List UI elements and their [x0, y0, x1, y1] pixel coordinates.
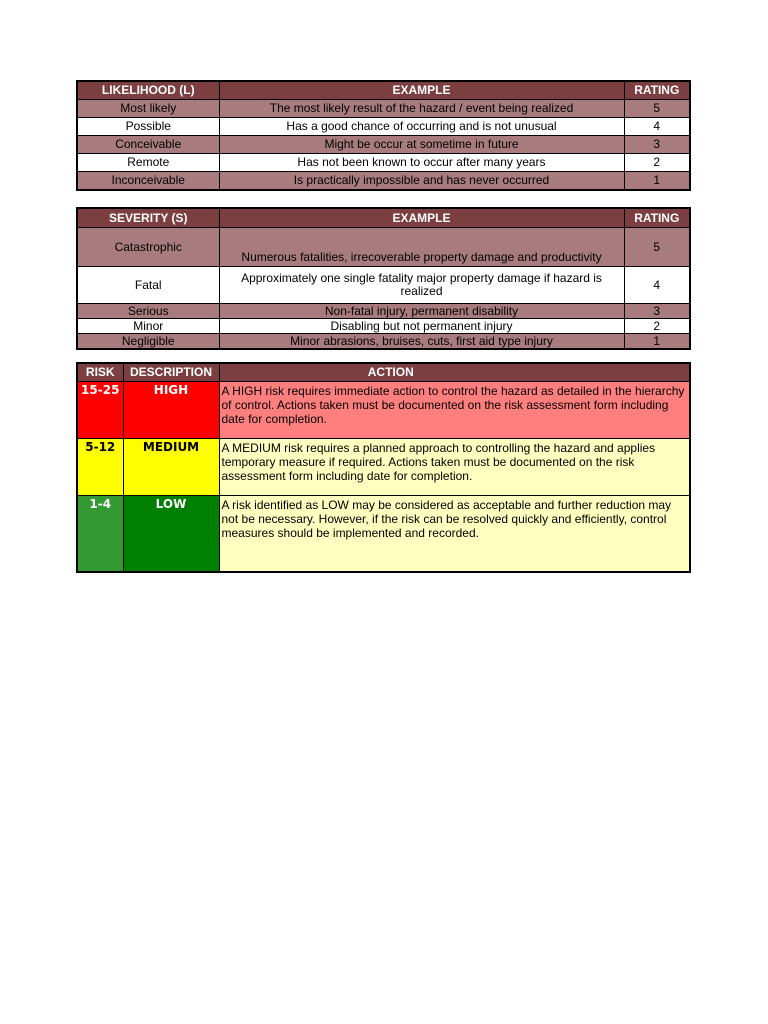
likelihood-example: Has a good chance of occurring and is not unusual [219, 118, 624, 136]
likelihood-label: Possible [77, 118, 219, 136]
table-row [77, 304, 690, 319]
likelihood-label: Conceivable [77, 136, 219, 154]
severity-label: Fatal [77, 267, 219, 304]
table-row [77, 319, 690, 334]
likelihood-rating: 5 [624, 100, 690, 118]
severity-rating: 5 [624, 228, 690, 267]
table-row [77, 382, 690, 439]
risk-range: 5-12 [77, 439, 123, 496]
rating-header: RATING [624, 208, 690, 228]
risk-range: 1-4 [77, 496, 123, 573]
risk-header-row [77, 363, 690, 382]
table-row [77, 136, 690, 154]
risk-action: A risk identified as LOW may be considered as acceptable and further reduction may not be necessary. However, if the risk can be resolved quickly and efficiently, control measures should be implemented and recorded. [219, 496, 690, 573]
description-header: DESCRIPTION [123, 363, 219, 382]
severity-table [76, 207, 691, 350]
table-row [77, 267, 690, 304]
risk-table [76, 362, 691, 573]
risk-action: A MEDIUM risk requires a planned approach to controlling the hazard and applies temporary measure if required. Actions taken must be documented on the risk assessment form including date for completion. [219, 439, 690, 496]
severity-example: Non-fatal injury, permanent disability [219, 304, 624, 319]
rating-header: RATING [624, 81, 690, 100]
likelihood-example: Might be occur at sometime in future [219, 136, 624, 154]
likelihood-label: Inconceivable [77, 172, 219, 191]
table-row [77, 496, 690, 573]
table-row [77, 172, 690, 191]
likelihood-header-row [77, 81, 690, 100]
action-header: ACTION [219, 363, 690, 382]
risk-level: MEDIUM [123, 439, 219, 496]
likelihood-label: Most likely [77, 100, 219, 118]
likelihood-rating: 4 [624, 118, 690, 136]
severity-rating: 2 [624, 319, 690, 334]
risk-header: RISK [77, 363, 123, 382]
likelihood-rating: 2 [624, 154, 690, 172]
severity-example: Numerous fatalities, irrecoverable property damage and productivity [219, 228, 624, 267]
risk-range: 15-25 [77, 382, 123, 439]
example-header: EXAMPLE [219, 81, 624, 100]
table-row [77, 228, 690, 267]
example-header: EXAMPLE [219, 208, 624, 228]
severity-header: SEVERITY (S) [77, 208, 219, 228]
likelihood-example: Is practically impossible and has never occurred [219, 172, 624, 191]
likelihood-rating: 3 [624, 136, 690, 154]
risk-level: LOW [123, 496, 219, 573]
severity-label: Minor [77, 319, 219, 334]
likelihood-table [76, 80, 691, 191]
likelihood-rating: 1 [624, 172, 690, 191]
risk-action: A HIGH risk requires immediate action to control the hazard as detailed in the hierarchy of control. Actions taken must be documented on the risk assessment form including date for completion. [219, 382, 690, 439]
severity-rating: 1 [624, 334, 690, 350]
table-row [77, 154, 690, 172]
likelihood-example: The most likely result of the hazard / event being realized [219, 100, 624, 118]
table-row [77, 100, 690, 118]
severity-example: Disabling but not permanent injury [219, 319, 624, 334]
severity-label: Negligible [77, 334, 219, 350]
severity-rating: 4 [624, 267, 690, 304]
table-row [77, 439, 690, 496]
likelihood-label: Remote [77, 154, 219, 172]
likelihood-header: LIKELIHOOD (L) [77, 81, 219, 100]
severity-label: Serious [77, 304, 219, 319]
likelihood-example: Has not been known to occur after many years [219, 154, 624, 172]
severity-label: Catastrophic [77, 228, 219, 267]
severity-example: Minor abrasions, bruises, cuts, first aid type injury [219, 334, 624, 350]
table-row [77, 118, 690, 136]
risk-level: HIGH [123, 382, 219, 439]
severity-rating: 3 [624, 304, 690, 319]
table-row [77, 334, 690, 350]
severity-header-row [77, 208, 690, 228]
severity-example: Approximately one single fatality major property damage if hazard is realized [219, 267, 624, 304]
